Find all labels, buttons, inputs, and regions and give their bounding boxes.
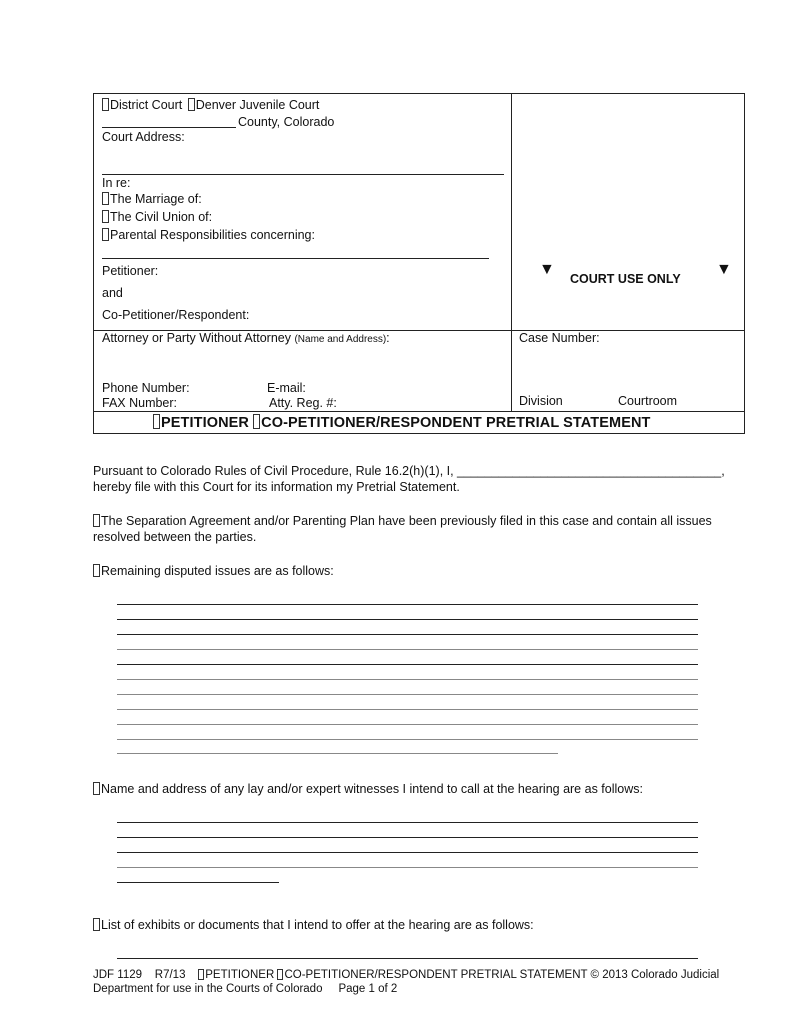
footer-line-2: Department for use in the Courts of Colorado Page 1 of 2 <box>93 983 398 995</box>
title-copetitioner-checkbox[interactable] <box>253 414 260 429</box>
witness-line[interactable] <box>117 837 698 838</box>
caption-box <box>93 93 745 434</box>
footer-petitioner-checkbox <box>198 969 204 980</box>
and-label: and <box>102 286 123 300</box>
caption-divider-title <box>93 411 745 412</box>
remaining-line[interactable] <box>117 619 698 620</box>
title-petitioner-label: PETITIONER <box>161 415 254 431</box>
witness-line[interactable] <box>117 822 698 823</box>
remaining-line[interactable] <box>117 753 558 754</box>
division-label: Division <box>519 394 563 408</box>
atty-reg-label: Atty. Reg. #: <box>269 396 337 410</box>
court-address-line[interactable] <box>102 174 504 175</box>
district-court-label: District Court <box>110 98 183 112</box>
civil-union-label: The Civil Union of: <box>110 210 213 224</box>
in-re-label: In re: <box>102 176 131 190</box>
parental-option <box>102 228 315 242</box>
denver-juvenile-label: Denver Juvenile Court <box>195 98 320 112</box>
down-triangle-icon: ▼ <box>716 261 732 278</box>
copetitioner-label: Co-Petitioner/Respondent: <box>102 308 250 322</box>
witnesses-label: Name and address of any lay and/or expert witnesses I intend to call at the hearing are as follows: <box>101 782 643 796</box>
footer-petitioner: PETITIONER <box>205 969 278 981</box>
remaining-line[interactable] <box>117 724 698 725</box>
caption-divider-vertical <box>511 93 512 411</box>
fax-label: FAX Number: <box>102 396 178 410</box>
remaining-line[interactable] <box>117 634 698 635</box>
witness-line[interactable] <box>117 867 698 868</box>
exhibits-label: List of exhibits or documents that I intend to offer at the hearing are as follows: <box>101 918 534 932</box>
footer-copetitioner-checkbox <box>277 969 283 980</box>
remaining-line[interactable] <box>117 679 698 680</box>
remaining-line[interactable] <box>117 694 698 695</box>
court-address-label: Court Address: <box>102 130 185 144</box>
footer <box>93 968 753 996</box>
title-rest-label: CO-PETITIONER/RESPONDENT PRETRIAL STATEMENT <box>261 415 651 431</box>
parental-checkbox[interactable] <box>102 228 109 241</box>
parental-label: Parental Responsibilities concerning: <box>110 228 315 242</box>
separation-line-1: The Separation Agreement and/or Parenting Plan have been previously filed in this case and contain all issues <box>101 514 712 528</box>
attorney-text: Attorney or Party Without Attorney <box>102 331 295 345</box>
remaining-line[interactable] <box>117 664 698 665</box>
parties-line[interactable] <box>102 258 489 259</box>
pursuant-line-2: hereby file with this Court for its information my Pretrial Statement. <box>93 480 460 494</box>
remaining-checkbox[interactable] <box>93 564 100 577</box>
separation-checkbox[interactable] <box>93 514 100 527</box>
marriage-checkbox[interactable] <box>102 192 109 205</box>
witness-line[interactable] <box>117 852 698 853</box>
footer-line-1 <box>93 968 753 982</box>
civil-union-option <box>102 210 212 224</box>
remaining-line[interactable] <box>117 604 698 605</box>
county-blank[interactable] <box>102 127 236 128</box>
petitioner-label: Petitioner: <box>102 264 159 278</box>
court-use-only-label: COURT USE ONLY <box>570 272 681 286</box>
denver-juvenile-checkbox[interactable] <box>188 98 195 111</box>
down-triangle-icon: ▼ <box>539 261 555 278</box>
pursuant-paragraph <box>93 463 753 495</box>
footer-title: CO-PETITIONER/RESPONDENT PRETRIAL STATEMENT © 2013 Colorado Judicial <box>284 969 720 981</box>
witness-line[interactable] <box>117 882 279 883</box>
courtroom-label: Courtroom <box>618 394 678 408</box>
phone-label: Phone Number: <box>102 381 190 395</box>
witnesses-checkbox[interactable] <box>93 782 100 795</box>
form-title <box>153 414 651 431</box>
attorney-label <box>102 331 390 345</box>
marriage-option <box>102 192 202 206</box>
exhibits-item <box>93 918 534 932</box>
attorney-small-text: (Name and Address) <box>294 334 387 345</box>
exhibits-line[interactable] <box>117 958 698 959</box>
witnesses-item <box>93 782 643 796</box>
separation-paragraph <box>93 513 753 545</box>
district-court-checkbox[interactable] <box>102 98 109 111</box>
civil-union-checkbox[interactable] <box>102 210 109 223</box>
remaining-issues-item <box>93 564 334 578</box>
marriage-label: The Marriage of: <box>110 192 202 206</box>
remaining-line[interactable] <box>117 709 698 710</box>
email-label: E-mail: <box>267 381 306 395</box>
remaining-label: Remaining disputed issues are as follows: <box>101 564 334 578</box>
court-selection-line <box>102 98 319 112</box>
pursuant-line-1: Pursuant to Colorado Rules of Civil Procedure, Rule 16.2(h)(1), I, ______________________________________, <box>93 464 725 478</box>
footer-form-id: JDF 1129 R7/13 <box>93 969 199 981</box>
attorney-colon: : <box>386 331 390 345</box>
county-label: County, Colorado <box>238 115 335 129</box>
title-petitioner-checkbox[interactable] <box>153 414 160 429</box>
case-number-label: Case Number: <box>519 331 600 345</box>
remaining-line[interactable] <box>117 739 698 740</box>
remaining-line[interactable] <box>117 649 698 650</box>
separation-line-2: resolved between the parties. <box>93 530 257 544</box>
exhibits-checkbox[interactable] <box>93 918 100 931</box>
